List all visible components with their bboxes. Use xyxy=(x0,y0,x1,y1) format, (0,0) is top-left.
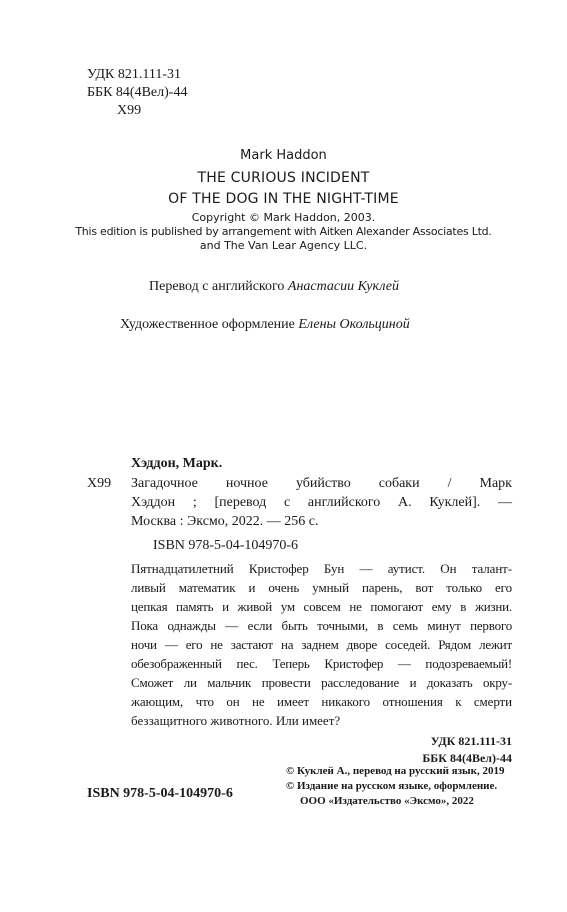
footer-copyright-translation: © Куклей А., перевод на русский язык, 2019 xyxy=(286,765,505,777)
record-description-line: Загадочное ночное убийство собаки / Марк xyxy=(131,476,512,491)
record-udk: УДК 821.111-31 xyxy=(430,734,512,748)
annotation-line: жающим, что он не имеет никакого отношения к смерти xyxy=(131,694,512,709)
annotation-line: Сможет ли мальчик провести расследование и доказать окру- xyxy=(131,675,512,690)
annotation-line: ночи — его не застают на заднем дворе соседей. Рядом лежит xyxy=(131,637,512,652)
original-title-line2: OF THE DOG IN THE NIGHT-TIME xyxy=(168,191,399,207)
record-bbk: ББК 84(4Вел)-44 xyxy=(422,751,512,765)
designer-name: Елены Окольциной xyxy=(298,317,410,332)
author-mark: Х99 xyxy=(117,103,142,118)
record-isbn: ISBN 978-5-04-104970-6 xyxy=(153,538,299,553)
record-author-mark: Х99 xyxy=(87,476,112,491)
footer-copyright-edition-line1: © Издание на русском языке, оформление. xyxy=(286,780,498,792)
design-credit xyxy=(120,317,410,333)
edition-line1: This edition is published by arrangement with Aitken Alexander Associates Ltd. xyxy=(75,225,492,238)
annotation-line: цепкая память и живой ум совсем не помогают ему в жизни. xyxy=(131,599,512,614)
copyright-line: Copyright © Mark Haddon, 2003. xyxy=(191,211,376,224)
edition-line2: and The Van Lear Agency LLC. xyxy=(199,239,368,252)
annotation-line: Пока однажды — если быть точными, в семь минут первого xyxy=(131,618,512,633)
record-description-line: Хэддон ; [перевод с английского А. Куклей]. — xyxy=(131,495,512,510)
bbk-code: ББК 84(4Вел)-44 xyxy=(87,85,188,100)
annotation-line: ливый математик и очень умный парень, вот только его xyxy=(131,580,512,595)
original-author: Mark Haddon xyxy=(240,148,327,163)
footer-isbn: ISBN 978-5-04-104970-6 xyxy=(87,786,233,801)
design-prefix: Художественное оформление xyxy=(120,317,295,332)
udk-code: УДК 821.111-31 xyxy=(87,67,182,82)
record-heading: Хэддон, Марк. xyxy=(131,456,223,471)
translator-name: Анастасии Куклей xyxy=(287,279,400,294)
annotation-line: Пятнадцатилетний Кристофер Бун — аутист. Он талант- xyxy=(131,561,512,576)
translation-prefix: Перевод с английского xyxy=(149,279,285,294)
annotation-line: обезображенный пес. Теперь Кристофер — подозреваемый! xyxy=(131,656,512,671)
translation-credit xyxy=(149,279,399,295)
footer-copyright-edition-line2: ООО «Издательство «Эксмо», 2022 xyxy=(300,795,474,807)
original-title-line1: THE CURIOUS INCIDENT xyxy=(197,170,370,186)
record-description-line: Москва : Эксмо, 2022. — 256 с. xyxy=(131,514,319,529)
annotation-line: беззащитного животного. Или имеет? xyxy=(131,713,341,728)
